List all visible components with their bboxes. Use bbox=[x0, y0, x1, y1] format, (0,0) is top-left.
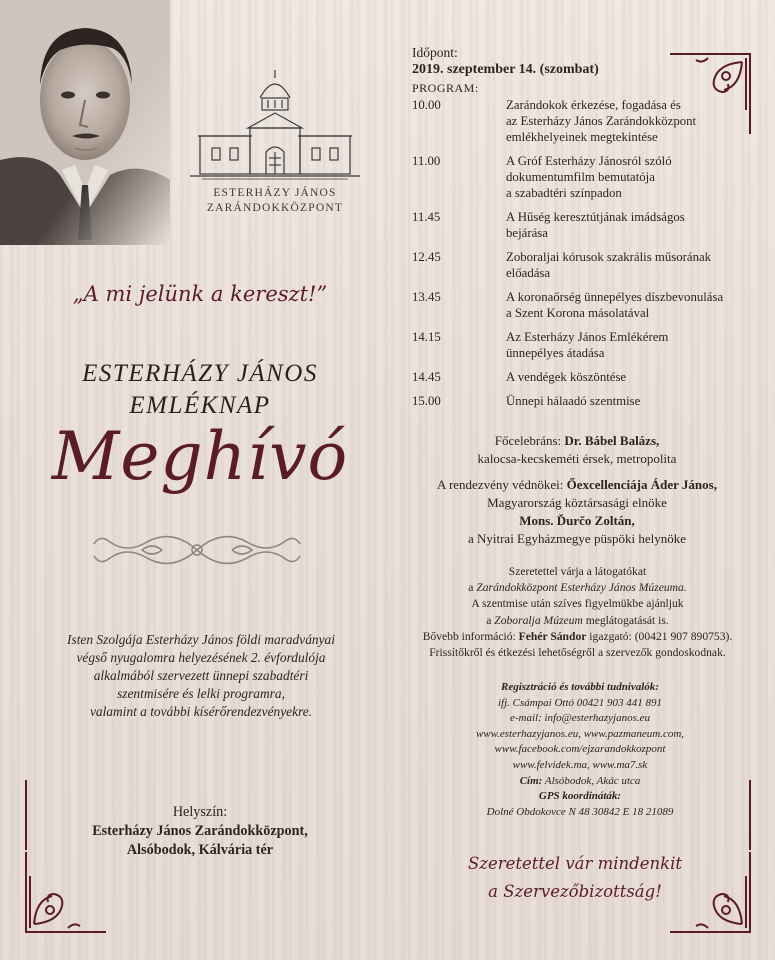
logo-line-2: ZARÁNDOKKÖZPONT bbox=[206, 202, 344, 214]
program-description-line: Ünnepi hálaadó szentmise bbox=[506, 394, 641, 408]
program-description bbox=[506, 369, 757, 385]
closing-line-2: a Szervezőbizottság! bbox=[488, 882, 662, 901]
venue-label: Helyszín: bbox=[172, 804, 228, 820]
logo-line-1: ESTERHÁZY JÁNOS bbox=[213, 187, 337, 199]
welcome-line-4-pre: a bbox=[486, 613, 495, 627]
welcome-line-2-pre: a bbox=[468, 581, 477, 595]
contact-email[interactable]: e-mail: info@esterhazyjanos.eu bbox=[509, 712, 651, 725]
zoboralja-museum: Zoboralja Múzeum bbox=[494, 613, 583, 627]
patron-name-2: Mons. Ďurčo Zoltán, bbox=[519, 513, 635, 528]
flourish-ornament-icon bbox=[92, 520, 302, 580]
gps-label: GPS koordináták: bbox=[538, 790, 622, 803]
celebrant-name: Dr. Bábel Balázs, bbox=[564, 433, 660, 448]
welcome-block bbox=[405, 564, 750, 661]
program-description bbox=[506, 393, 757, 409]
website-links-2[interactable]: www.facebook.com/ejzarandokkozpont bbox=[494, 743, 666, 756]
program-time: 14.45 bbox=[412, 370, 441, 384]
left-border-line-icon bbox=[22, 780, 32, 850]
program-time: 14.15 bbox=[412, 330, 441, 344]
purpose-line: alkalmából szervezett ünnepi szabadtéri bbox=[93, 668, 309, 683]
patrons-label: A rendezvény védnökei: bbox=[437, 477, 567, 492]
patron-title-2: a Nyitrai Egyházmegye püspöki helynöke bbox=[467, 531, 687, 546]
program-time: 10.00 bbox=[412, 98, 441, 112]
welcome-line-4-post: meglátogatását is. bbox=[582, 613, 669, 627]
venue-name: Esterházy János Zarándokközpont, bbox=[92, 823, 308, 839]
program-description bbox=[506, 209, 757, 241]
purpose-line: Isten Szolgája Esterházy János földi maradványai bbox=[67, 632, 335, 647]
venue-address: Alsóbodok, Kálvária tér bbox=[126, 842, 274, 858]
program-item bbox=[412, 153, 757, 201]
info-label: Bővebb információ: bbox=[422, 629, 519, 643]
building-icon bbox=[190, 68, 360, 180]
program-time: 12.45 bbox=[412, 250, 441, 264]
invitation-script-title: Meghívó bbox=[51, 418, 349, 495]
welcome-line-6: Frissítőkről és étkezési lehetőségről a szervezők gondoskodnak. bbox=[429, 646, 726, 660]
event-title-line-2: EMLÉKNAP bbox=[129, 392, 271, 419]
program-description-line: A Gróf Esterházy Jánosról szóló bbox=[506, 154, 672, 168]
zarandokkozpont-logo bbox=[190, 68, 360, 218]
purpose-line: szentmisére és lelki programra, bbox=[117, 686, 285, 701]
corner-ornament-top-right-icon bbox=[668, 50, 754, 136]
info-contact-phone: igazgató: (00421 907 890753). bbox=[586, 629, 733, 643]
time-label: Időpont: bbox=[412, 45, 458, 60]
program-time: 11.00 bbox=[412, 154, 441, 168]
address-value: Alsóbodok, Akác utca bbox=[542, 774, 641, 787]
program-description-line: A vendégek köszöntése bbox=[506, 370, 627, 384]
program-label: PROGRAM: bbox=[412, 81, 479, 95]
purpose-line: valamint a további kísérőrendezvényekre. bbox=[89, 704, 313, 719]
right-border-line-icon bbox=[745, 780, 755, 850]
program-description-line: előadása bbox=[506, 266, 551, 280]
program-item bbox=[412, 289, 757, 321]
program-description-line: A koronaőrség ünnepélyes díszbevonulása bbox=[506, 290, 724, 304]
address-label: Cím: bbox=[519, 774, 543, 787]
program-description-line: az Esterházy János Zarándokközpont bbox=[506, 114, 697, 128]
info-contact-name: Fehér Sándor bbox=[518, 629, 587, 643]
program-description-line: A Hűség keresztútjának imádságos bbox=[506, 210, 685, 224]
program-description-line: a Szent Korona másolatával bbox=[506, 306, 650, 320]
invitation-purpose bbox=[20, 631, 382, 721]
gps-value: Dolné Obdokovce N 48 30842 E 18 21089 bbox=[486, 805, 674, 818]
program-time: 13.45 bbox=[412, 290, 441, 304]
corner-ornament-bottom-left-icon bbox=[22, 850, 108, 936]
contact-person: ifj. Csámpai Ottó 00421 903 441 891 bbox=[497, 696, 663, 709]
program-time: 15.00 bbox=[412, 394, 441, 408]
program-description-line: Zarándokok érkezése, fogadása és bbox=[506, 98, 681, 112]
program-description bbox=[506, 329, 757, 361]
program-item bbox=[412, 329, 757, 361]
event-title-line-1: ESTERHÁZY JÁNOS bbox=[82, 360, 318, 387]
motto: „A mi jelünk a kereszt!” bbox=[72, 282, 328, 306]
program-description-line: ünnepélyes átadása bbox=[506, 346, 605, 360]
celebrant-label: Főcelebráns: bbox=[494, 433, 565, 448]
program-description-line: a szabadtéri színpadon bbox=[506, 186, 622, 200]
celebrant-title: kalocsa-kecskeméti érsek, metropolita bbox=[477, 451, 677, 466]
program-description-line: Zoboraljai kórusok szakrális műsorának bbox=[506, 250, 712, 264]
website-links-1[interactable]: www.esterhazyjanos.eu, www.pazmaneum.com, bbox=[475, 727, 685, 740]
program-item bbox=[412, 249, 757, 281]
program-description-line: Az Esterházy János Emlékérem bbox=[506, 330, 669, 344]
portrait-photo bbox=[0, 0, 170, 245]
program-description bbox=[506, 289, 757, 321]
welcome-line-3: A szentmise után szíves figyelmükbe ajánljuk bbox=[471, 597, 684, 611]
corner-ornament-bottom-right-icon bbox=[668, 850, 754, 936]
program-time: 11.45 bbox=[412, 210, 441, 224]
patron-title-1: Magyarország köztársasági elnöke bbox=[487, 495, 667, 510]
museum-name: Zarándokközpont Esterházy János Múzeuma. bbox=[476, 581, 687, 595]
contact-block bbox=[420, 680, 740, 820]
program-list bbox=[412, 97, 757, 409]
event-date: 2019. szeptember 14. (szombat) bbox=[412, 62, 599, 77]
program-item bbox=[412, 209, 757, 241]
program-description-line: emlékhelyeinek megtekintése bbox=[506, 130, 658, 144]
purpose-line: végső nyugalomra helyezésének 2. évfordulója bbox=[76, 650, 326, 665]
event-title bbox=[30, 358, 370, 422]
program-description-line: dokumentumfilm bemutatója bbox=[506, 170, 655, 184]
celebrant-block bbox=[412, 432, 742, 548]
program-description-line: bejárása bbox=[506, 226, 548, 240]
website-links-3[interactable]: www.felvidek.ma, www.ma7.sk bbox=[512, 758, 648, 771]
welcome-line-1: Szeretettel várja a látogatókat bbox=[508, 565, 647, 578]
program-item bbox=[412, 393, 757, 409]
program-description bbox=[506, 249, 757, 281]
patron-name-1: Őexcellenciája Áder János, bbox=[566, 477, 717, 492]
registration-heading: Regisztráció és további tudnivalók: bbox=[501, 681, 659, 693]
program-description bbox=[506, 153, 757, 201]
closing-line-1: Szeretettel vár mindenkit bbox=[467, 854, 683, 873]
program-item bbox=[412, 369, 757, 385]
